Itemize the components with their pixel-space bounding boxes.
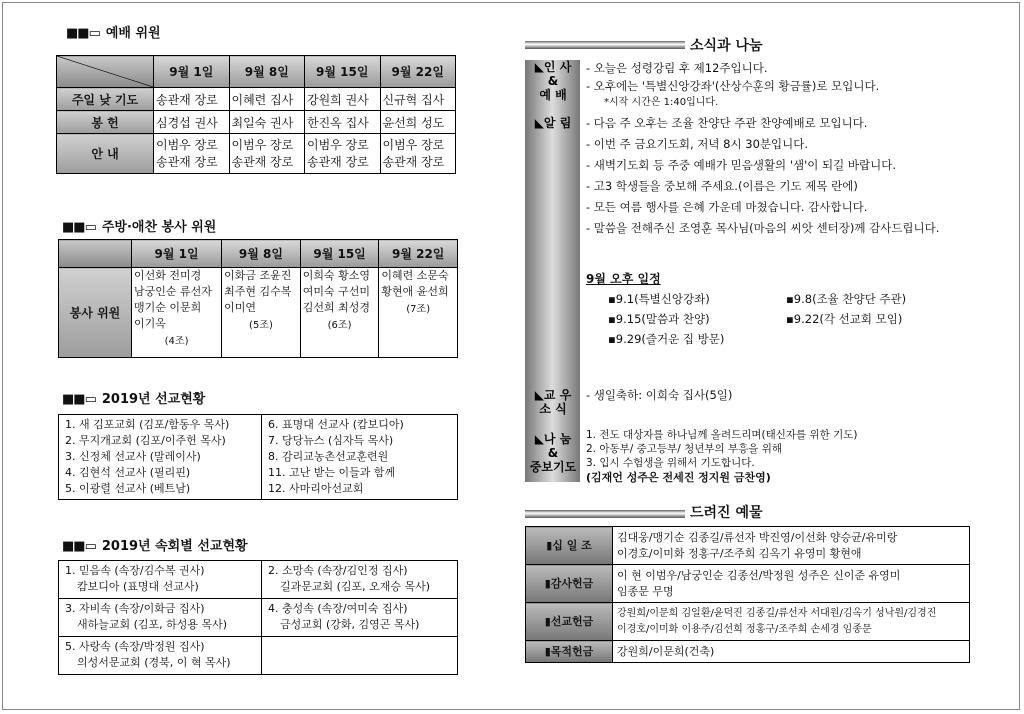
group-name: 1. 믿음속 (속장/김수복 권사) (65, 564, 205, 577)
greet-line: - 오후에는 '특별신앙강좌'(산상수훈의 황금률)로 모입니다. (586, 79, 880, 93)
kitchen-group: (4조) (164, 336, 189, 347)
news-bar (525, 41, 685, 49)
table-cell: 이혜련 집사 (229, 88, 305, 111)
notice-line: - 다음 주 오후는 조율 찬양단 주관 찬양예배로 모입니다. (586, 116, 868, 130)
kitchen-names: 이혜련 소문숙 황현애 윤선희 (381, 269, 449, 298)
list-item: 4. 김현석 선교사 (필리핀) (65, 466, 191, 479)
list-item: 3. 신정체 선교사 (말레이사) (65, 450, 201, 463)
mission-right (262, 415, 458, 500)
list-item: 5. 이광렬 선교사 (베트남) (65, 482, 191, 495)
label-prayer: ◣나 눔 & 중보기도 (529, 432, 577, 474)
kitchen-group: (6조) (327, 320, 352, 331)
offering-label: ▮십 일 조 (526, 527, 613, 565)
table-cell: 송관재 장로 (154, 88, 230, 111)
offering-names: 김대웅/맹기순 김종길/류선자 박진영/이선화 양승균/유미랑 이경호/이미화 정홍구/조주희 김옥기 유영미 황현애 (613, 527, 970, 565)
kitchen-group: (5조) (249, 320, 273, 331)
mission-left (59, 415, 262, 500)
kitchen-cell (132, 268, 222, 358)
date-header: 9월 15일 (300, 240, 379, 268)
label-fellow: ◣교 우 소 식 (534, 388, 572, 416)
row-label: 안 내 (57, 134, 154, 174)
kitchen-cell (300, 268, 379, 358)
diag-corner (57, 56, 154, 88)
group-mission: 캄보디아 (표명대 선교사) (77, 580, 199, 593)
group-name: 5. 사랑속 (속장/박정원 집사) (65, 640, 205, 653)
kitchen-title: ■■▭ 주방·애찬 봉사 위원 (62, 220, 217, 235)
group-mission: 길과문교회 (김포, 오재승 목사) (280, 580, 431, 593)
prayer-line: 2. 아동부/ 중고등부/ 청년부의 부흥을 위해 (586, 443, 783, 455)
mission-table (58, 414, 458, 500)
table-cell: 신규혁 집사 (380, 88, 456, 111)
group-cell (59, 599, 262, 637)
prayer-line: 3. 입시 수험생을 위해서 기도합니다. (586, 457, 755, 469)
offering-names: 이 현 이범우/남궁인순 김종선/박정원 성주은 신이준 유영미 임종문 무명 (613, 565, 970, 603)
news-title: 소식과 나눔 (690, 38, 763, 54)
group-cell (262, 599, 458, 637)
list-item: 12. 사마리아선교회 (268, 482, 364, 495)
table-cell: 이범우 장로 송관재 장로 (229, 134, 305, 174)
date-header: 9월 22일 (379, 240, 458, 268)
schedule-item: ▪9.1(특별신앙강좌) (608, 292, 710, 306)
kitchen-cell (379, 268, 458, 358)
kitchen-names: 이화금 조윤진 최주현 김수복 이미연 (224, 269, 292, 314)
offering-label: ▮감사헌금 (526, 565, 613, 603)
offering-bar (525, 510, 685, 518)
fellow-line: - 생일축하: 이희숙 집사(5일) (586, 388, 733, 402)
row-label: 봉 헌 (57, 111, 154, 134)
table-cell: 강원희 권사 (305, 88, 381, 111)
worship-table (56, 55, 456, 174)
greet-block (586, 59, 879, 111)
notice-line: - 새벽기도회 등 주중 예배가 믿음생활의 '샘'이 되길 바랍니다. (586, 158, 896, 172)
row-label: 주일 낮 기도 (57, 88, 154, 111)
offering-label: ▮선교헌금 (526, 603, 613, 641)
kitchen-names: 이희숙 황소영 여미숙 구선미 김선희 최성경 (302, 269, 371, 314)
group-mission: 금성교회 (강화, 김영곤 목사) (280, 618, 420, 631)
group-cell-empty (262, 637, 458, 675)
notice-line: - 이번 주 금요기도회, 저녁 8시 30분입니다. (586, 137, 808, 151)
table-cell: 이범우 장로 송관재 장로 (380, 134, 456, 174)
date-header: 9월 15일 (305, 56, 381, 88)
list-item: 1. 새 김포교회 (김포/함동우 목사) (65, 418, 230, 431)
offering-label: ▮목적헌금 (526, 641, 613, 663)
date-header: 9월 1일 (154, 56, 230, 88)
prayer-block (586, 428, 858, 486)
worship-title: ■■▭ 예배 위원 (66, 26, 161, 41)
kitchen-corner (59, 240, 132, 268)
table-cell: 한진옥 집사 (305, 111, 381, 134)
group-name: 3. 자비속 (속장/이화금 집사) (65, 602, 205, 615)
notice-line: - 말씀을 전해주신 조영훈 목사님(마음의 씨앗 센터장)께 감사드립니다. (586, 221, 940, 235)
groups-title: ■■▭ 2019년 속회별 선교현황 (62, 539, 248, 554)
group-mission: 새하늘교회 (김포, 하성용 목사) (77, 618, 228, 631)
greet-note: *시작 시간은 1:40입니다. (604, 97, 719, 108)
list-item: 11. 고난 받는 이들과 함께 (268, 466, 396, 479)
prayer-line: 1. 전도 대상자를 하나님께 올려드리며(태신자를 위한 기도) (586, 429, 858, 441)
list-item: 7. 당당뉴스 (심자득 목사) (268, 434, 394, 447)
groups-table (58, 560, 458, 675)
table-cell: 심경섭 권사 (154, 111, 230, 134)
schedule-title: 9월 오후 일정 (586, 272, 661, 286)
list-item: 8. 감리교농촌선교훈련원 (268, 450, 389, 463)
mission-title: ■■▭ 2019년 선교현황 (62, 392, 206, 407)
offering-title: 드려진 예물 (690, 505, 763, 521)
greet-line: - 오늘은 성령강림 후 제12주입니다. (586, 61, 768, 75)
date-header: 9월 22일 (380, 56, 456, 88)
table-cell: 윤선희 성도 (380, 111, 456, 134)
kitchen-names: 이선화 전미경 남궁인순 류선자 맹기순 이문희 이기옥 (134, 269, 212, 330)
table-cell: 이범우 장로 송관재 장로 (154, 134, 230, 174)
table-cell: 최일숙 권사 (229, 111, 305, 134)
group-cell (59, 561, 262, 599)
notice-line: - 모든 여름 행사를 은혜 가운데 마쳤습니다. 감사합니다. (586, 200, 868, 214)
offering-table (525, 526, 970, 663)
group-cell (262, 561, 458, 599)
schedule-item: ▪9.29(즐거운 집 방문) (608, 332, 725, 346)
table-cell: 이범우 장로 송관재 장로 (305, 134, 381, 174)
date-header: 9월 1일 (132, 240, 222, 268)
group-mission: 의성서문교회 (경북, 이 혁 목사) (77, 656, 231, 669)
kitchen-group: (7조) (406, 304, 431, 315)
label-greet: ◣인 사 & 예 배 (534, 60, 572, 102)
group-name: 4. 충성속 (속장/여미숙 집사) (268, 602, 408, 615)
notice-block (586, 113, 939, 239)
group-name: 2. 소망속 (속장/김인정 집사) (268, 564, 408, 577)
list-item: 6. 표명대 선교사 (캄보디아) (268, 418, 404, 431)
offering-names: 강원희/이문희 김일환/윤덕진 김종길/류선자 서대원/김옥기 성낙원/김경진 이경호/이미화 이용주/김선희 정홍구/조주희 손세경 임종문 (613, 603, 970, 641)
group-cell (59, 637, 262, 675)
kitchen-cell (222, 268, 301, 358)
list-item: 2. 무지개교회 (김포/이주헌 목사) (65, 434, 226, 447)
schedule-item: ▪9.8(조율 찬양단 주관) (786, 292, 907, 306)
offering-names: 강원희/이문희(건축) (613, 641, 970, 663)
prayer-credit: (김재언 성주은 전세진 정지원 금찬영) (586, 471, 771, 484)
notice-line: - 고3 학생들을 중보해 주세요.(이름은 기도 제목 란에) (586, 179, 858, 193)
date-header: 9월 8일 (222, 240, 301, 268)
schedule-item: ▪9.22(각 선교회 모임) (786, 312, 903, 326)
row-label: 봉사 위원 (59, 268, 132, 358)
kitchen-table (58, 239, 458, 358)
schedule-item: ▪9.15(말씀과 찬양) (608, 312, 710, 326)
date-header: 9월 8일 (229, 56, 305, 88)
label-notice: ◣알 림 (534, 116, 572, 130)
